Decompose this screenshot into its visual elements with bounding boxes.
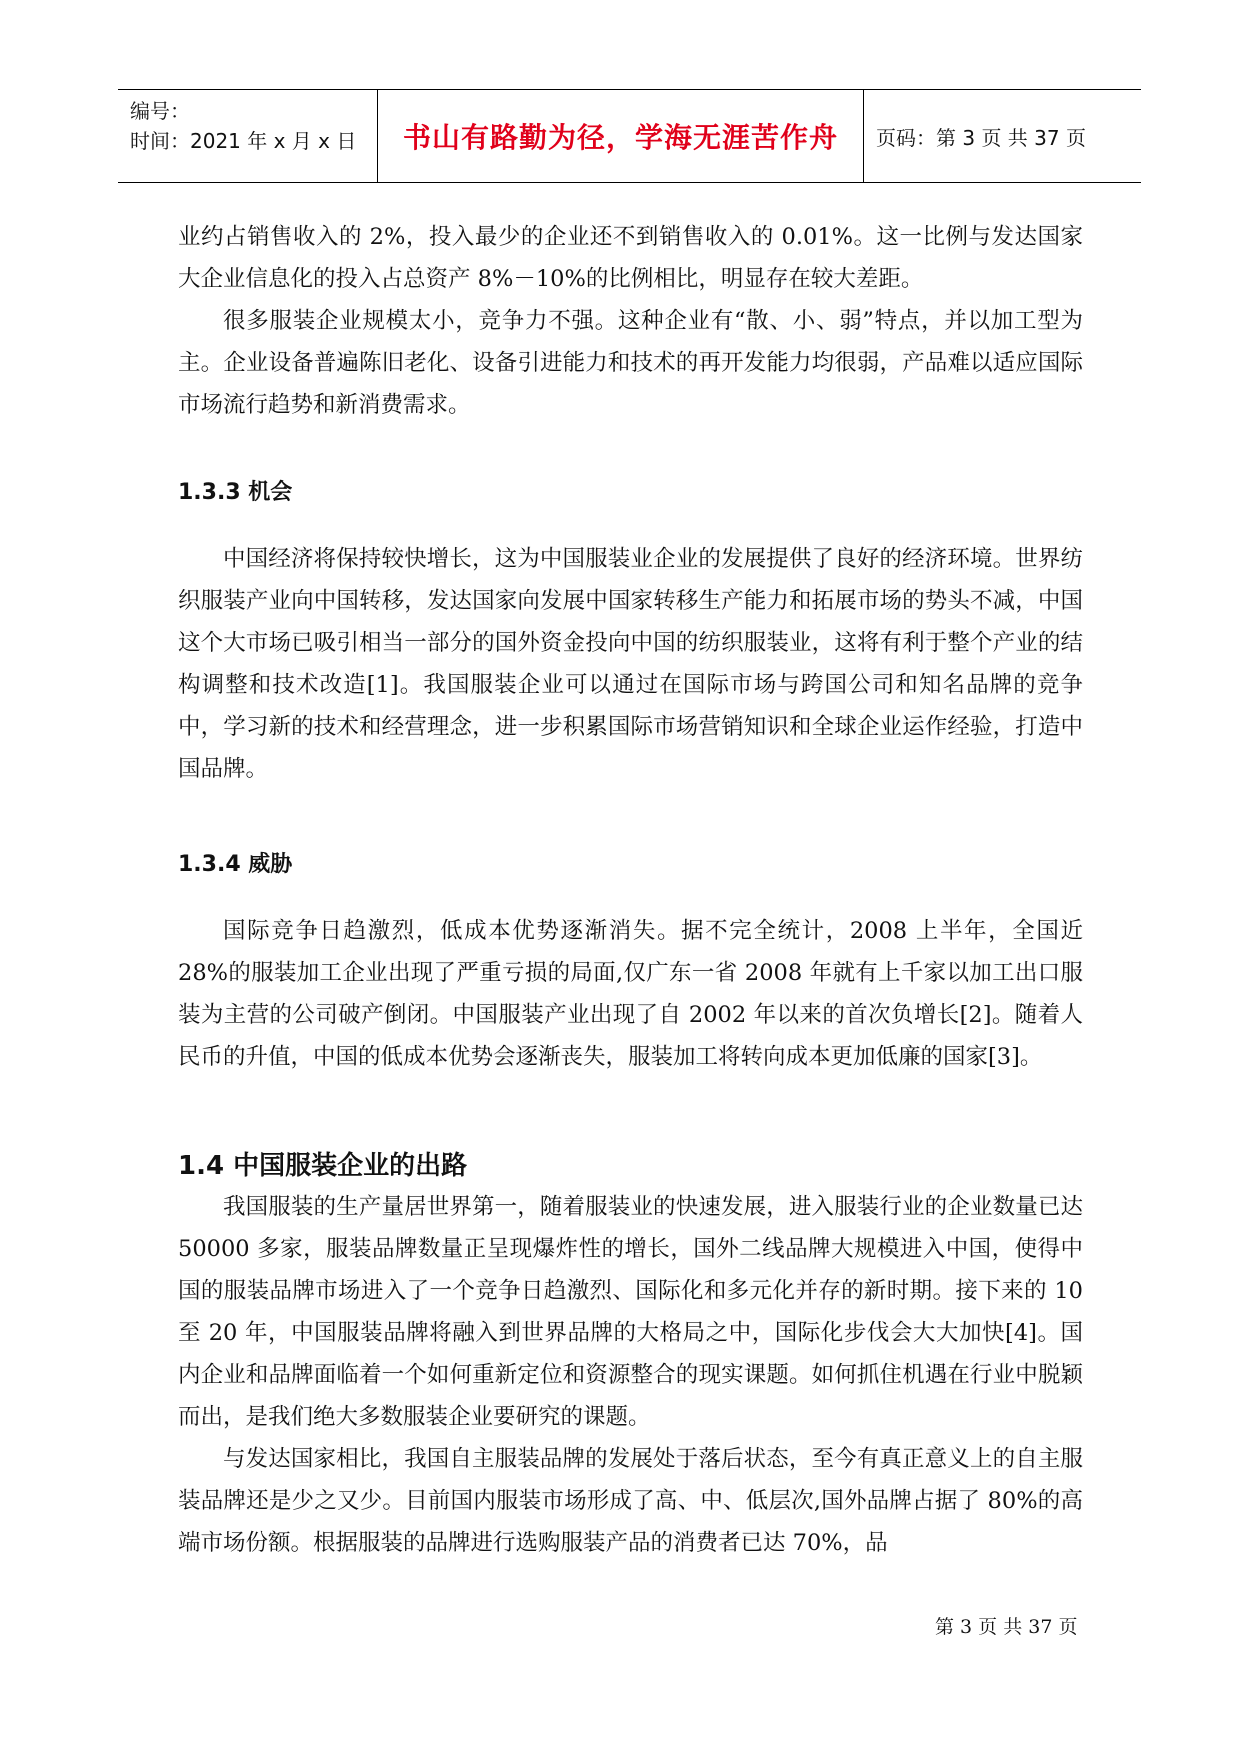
section-heading-1-3-3: 1.3.3 机会 bbox=[178, 480, 293, 505]
page-header bbox=[118, 89, 1141, 183]
paragraph-3: 中国经济将保持较快增长，这为中国服装业企业的发展提供了良好的经济环境。世界纺织服装产业向中国转移，发达国家向发展中国家转移生产能力和拓展市场的势头不减，中国这个大市场已吸引相当一部分的国外资金投向中国的纺织服装业，这将有利于整个产业的结构调整和技术改造[1]。我国服装企业可以通过在国际市场与跨国公司和知名品牌的竞争中，学习新的技术和经营理念，进一步积累国际市场营销知识和全球企业运作经验，打造中国品牌。 bbox=[178, 546, 1083, 782]
page-footer-number: 第 3 页 共 37 页 bbox=[935, 1616, 1078, 1638]
section-heading-1-4: 1.4 中国服装企业的出路 bbox=[178, 1151, 468, 1181]
paragraph-1: 业约占销售收入的 2%，投入最少的企业还不到销售收入的 0.01%。这一比例与发达国家大企业信息化的投入占总资产 8%－10%的比例相比，明显存在较大差距。 bbox=[178, 224, 1083, 292]
document-number-label: 编号： bbox=[130, 99, 190, 123]
header-motto: 书山有路勤为径，学海无涯苦作舟 bbox=[378, 90, 864, 182]
document-time-label: 时间：2021 年 x 月 x 日 bbox=[130, 129, 357, 153]
header-page-label: 页码：第 3 页 共 37 页 bbox=[876, 125, 1086, 150]
header-meta bbox=[118, 90, 378, 182]
section-heading-1-3-4: 1.3.4 威胁 bbox=[178, 852, 293, 877]
paragraph-4: 国际竞争日趋激烈，低成本优势逐渐消失。据不完全统计，2008 上半年，全国近 28%的服装加工企业出现了严重亏损的局面,仅广东一省 2008 年就有上千家以加工出口服装为主营的公司破产倒闭。中国服装产业出现了自 2002 年以来的首次负增长[2]。随着人民币的升值，中国的低成本优势会逐渐丧失，服装加工将转向成本更加低廉的国家[3]。 bbox=[178, 918, 1083, 1070]
paragraph-2: 很多服装企业规模太小，竞争力不强。这种企业有“散、小、弱”特点，并以加工型为主。企业设备普遍陈旧老化、设备引进能力和技术的再开发能力均很弱，产品难以适应国际市场流行趋势和新消费需求。 bbox=[178, 308, 1083, 418]
paragraph-5: 我国服装的生产量居世界第一，随着服装业的快速发展，进入服装行业的企业数量已达 50000 多家，服装品牌数量正呈现爆炸性的增长，国外二线品牌大规模进入中国，使得中国的服装品牌市场进入了一个竞争日趋激烈、国际化和多元化并存的新时期。接下来的 10 至 20 年，中国服装品牌将融入到世界品牌的大格局之中，国际化步伐会大大加快[4]。国内企业和品牌面临着一个如何重新定位和资源整合的现实课题。如何抓住机遇在行业中脱颖而出，是我们绝大多数服装企业要研究的课题。 bbox=[178, 1194, 1083, 1430]
paragraph-6: 与发达国家相比，我国自主服装品牌的发展处于落后状态，至今有真正意义上的自主服装品牌还是少之又少。目前国内服装市场形成了高、中、低层次,国外品牌占据了 80%的高端市场份额。根据服装的品牌进行选购服装产品的消费者已达 70%，品 bbox=[178, 1446, 1083, 1556]
